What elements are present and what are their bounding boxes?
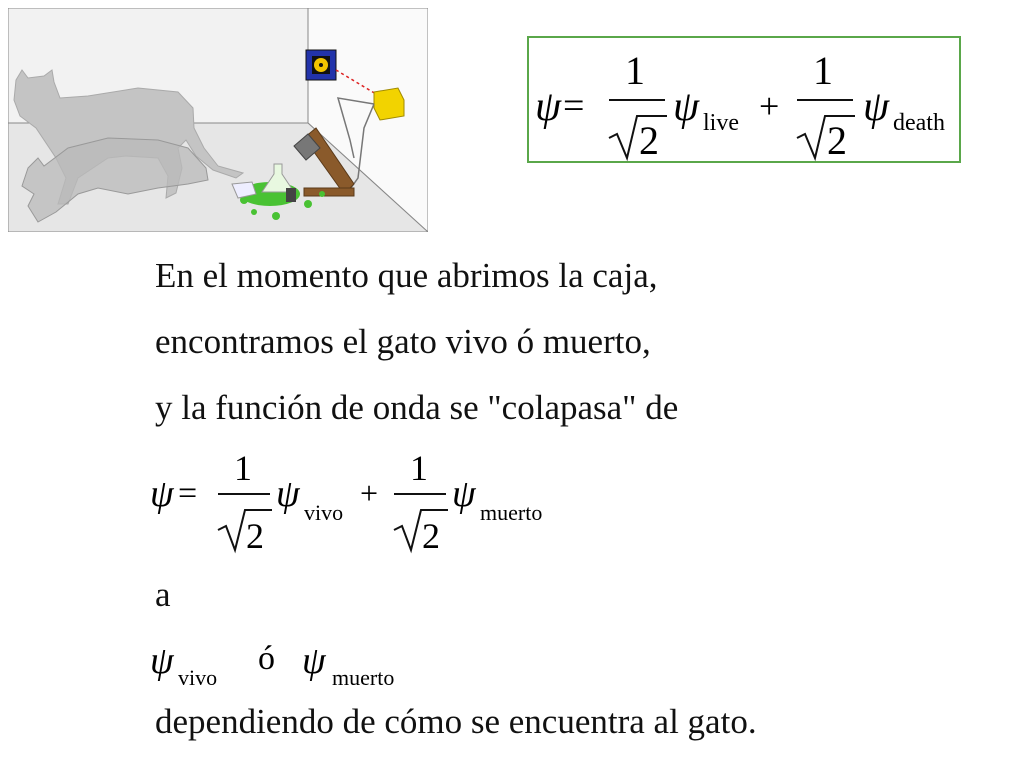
denominator: 2 bbox=[827, 118, 847, 163]
subscript-vivo: vivo bbox=[304, 500, 344, 525]
radiation-source-icon bbox=[306, 50, 336, 80]
psi-symbol: ψ bbox=[535, 84, 562, 130]
text-line-4: a bbox=[155, 575, 171, 614]
numerator: 1 bbox=[813, 48, 833, 93]
denominator: 2 bbox=[246, 516, 264, 556]
text-line-3: y la función de onda se "colapasa" de bbox=[155, 388, 679, 427]
psi-symbol: ψ bbox=[302, 640, 326, 682]
plus-sign: + bbox=[360, 475, 379, 511]
formula-vivo-muerto bbox=[150, 450, 570, 560]
psi-symbol: ψ bbox=[673, 84, 700, 130]
text-line-6: dependiendo de cómo se encuentra al gato. bbox=[155, 702, 757, 741]
psi-symbol: ψ bbox=[150, 473, 174, 515]
connector-o: ó bbox=[258, 640, 275, 677]
subscript-live: live bbox=[703, 110, 739, 136]
subscript-muerto: muerto bbox=[332, 665, 395, 690]
subscript-vivo: vivo bbox=[178, 665, 218, 690]
denominator: 2 bbox=[422, 516, 440, 556]
equals-sign: = bbox=[178, 475, 198, 512]
numerator: 1 bbox=[234, 450, 252, 488]
denominator: 2 bbox=[639, 118, 659, 163]
text-line-1: En el momento que abrimos la caja, bbox=[155, 256, 658, 295]
formula-box-live-death bbox=[527, 36, 961, 163]
formula-vivo-o-muerto bbox=[150, 635, 450, 695]
subscript-muerto: muerto bbox=[480, 500, 543, 525]
plus-sign: + bbox=[759, 86, 780, 126]
psi-symbol: ψ bbox=[452, 473, 476, 515]
text-line-2: encontramos el gato vivo ó muerto, bbox=[155, 322, 651, 361]
psi-symbol: ψ bbox=[276, 473, 300, 515]
numerator: 1 bbox=[410, 450, 428, 488]
subscript-death: death bbox=[893, 110, 945, 136]
psi-symbol: ψ bbox=[863, 84, 890, 130]
psi-symbol: ψ bbox=[150, 640, 174, 682]
schrodinger-cat-illustration bbox=[8, 8, 428, 232]
numerator: 1 bbox=[625, 48, 645, 93]
equals-sign: = bbox=[563, 85, 585, 127]
formula-live-death bbox=[529, 38, 963, 165]
detector-icon bbox=[374, 88, 404, 120]
